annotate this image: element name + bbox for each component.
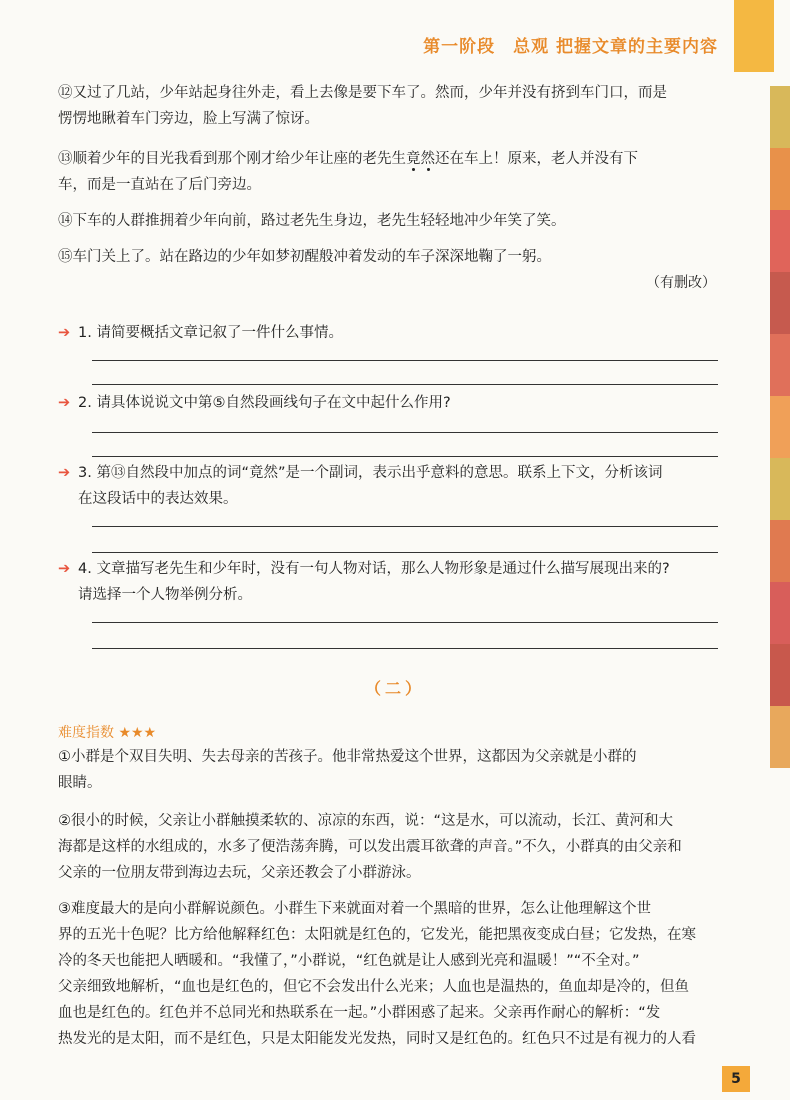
answer-line[interactable] [92,526,718,527]
paragraph-line: ⑮车门关上了。站在路边的少年如梦初醒般冲着发动的车子深深地鞠了一躬。 [58,249,551,265]
paragraph-12 [58,80,718,132]
emphasis-dot-char: 然 [420,151,435,167]
question-3 [58,460,728,512]
answer-line[interactable] [92,384,718,385]
question-text: 4. 文章描写老先生和少年时，没有一句人物对话，那么人物形象是通过什么描写展现出来的? 请选择一个人物举例分析。 [78,561,670,603]
question-4 [58,556,728,608]
paragraph-line: 眼睛。 [58,775,102,791]
paragraph-text: ⑬顺着少年的目光我看到那个刚才给少年让座的老先生 [58,151,406,167]
stripe-block [770,272,790,334]
page-number: 5 [722,1066,750,1092]
stripe-block [770,706,790,768]
arrow-icon: ➔ [58,561,71,577]
source-note: （有删改） [646,275,716,291]
paragraph-line: ⑫又过了几站，少年站起身往外走，看上去像是要下车了。然而，少年并没有挤到车门口，而是 [58,85,667,101]
answer-line[interactable] [92,552,718,553]
paragraph-line: ⑭下车的人群推拥着少年向前，路过老先生身边，老先生轻轻地冲少年笑了笑。 [58,213,566,229]
paragraph-line: 冷的冬天也能把人晒暖和。“我懂了，”小群说，“红色就是让人感到光亮和温暖！”“不全对。” [58,953,640,969]
stripe-block [770,582,790,644]
paragraph-s2-1 [58,744,718,796]
paragraph-line: 车，而是一直站在了后门旁边。 [58,177,261,193]
stripe-block [770,334,790,396]
paragraph-line [58,146,718,172]
side-color-stripe [770,86,790,768]
paragraph-line: 海都是这样的水组成的，水多了便浩荡奔腾，可以发出震耳欲聋的声音。”不久，小群真的由父亲和 [58,839,682,855]
paragraph-s2-2 [58,808,718,886]
paragraph-15 [58,244,718,270]
emphasis-dot-char: 竟 [406,151,421,167]
answer-line[interactable] [92,456,718,457]
paragraph-line: ③难度最大的是向小群解说颜色。小群生下来就面对着一个黑暗的世界，怎么让他理解这个世 [58,901,651,917]
question-text: 1. 请简要概括文章记叙了一件什么事情。 [78,325,343,341]
paragraph-text: 还在车上！原来，老人并没有下 [435,151,638,167]
arrow-icon: ➔ [58,395,71,411]
stripe-block [770,210,790,272]
paragraph-line: 愣愣地瞅着车门旁边，脸上写满了惊讶。 [58,111,319,127]
paragraph-line: ①小群是个双目失明、失去母亲的苦孩子。他非常热爱这个世界，这都因为父亲就是小群的 [58,749,637,765]
paragraph-13 [58,146,718,198]
arrow-icon: ➔ [58,325,71,341]
question-text: 2. 请具体说说文中第⑤自然段画线句子在文中起什么作用? [78,395,451,411]
paragraph-line: 界的五光十色呢？比方给他解释红色：太阳就是红色的，它发光，能把黑夜变成白昼；它发热，在寒 [58,927,696,943]
answer-line[interactable] [92,648,718,649]
question-1 [58,320,728,346]
paragraph-s2-3 [58,896,718,1052]
section-heading: （二） [364,679,425,698]
difficulty-label: 难度指数 [58,725,114,741]
paragraph-line: 热发光的是太阳，而不是红色，只是太阳能发光发热，同时又是红色的。红色只不过是有视力的人看 [58,1031,696,1047]
paragraph-line: 父亲的一位朋友带到海边去玩，父亲还教会了小群游泳。 [58,865,421,881]
stripe-block [770,148,790,210]
paragraph-line: 父亲细致地解析，“血也是红色的，但它不会发出什么光来；人血也是温热的，鱼血却是冷的，但鱼 [58,979,690,995]
question-text: 3. 第⑬自然段中加点的词“竟然”是一个副词，表示出乎意料的意思。联系上下文，分析该词 在这段话中的表达效果。 [78,465,663,507]
stripe-block [770,86,790,148]
paragraph-line: 血也是红色的。红色并不总同光和热联系在一起。”小群困惑了起来。父亲再作耐心的解析：“发 [58,1005,661,1021]
arrow-icon: ➔ [58,465,71,481]
stripe-block [770,458,790,520]
answer-line[interactable] [92,360,718,361]
stripe-block [770,396,790,458]
question-2 [58,390,728,416]
difficulty-rating [58,722,156,742]
header-tab-decoration [734,0,774,72]
paragraph-line: ②很小的时候，父亲让小群触摸柔软的、凉凉的东西，说：“这是水，可以流动，长江、黄河和大 [58,813,674,829]
answer-line[interactable] [92,622,718,623]
answer-line[interactable] [92,432,718,433]
star-icon: ★★★ [118,725,157,741]
paragraph-14 [58,208,718,234]
page-header-title: 第一阶段 总观 把握文章的主要内容 [423,37,718,57]
stripe-block [770,520,790,582]
